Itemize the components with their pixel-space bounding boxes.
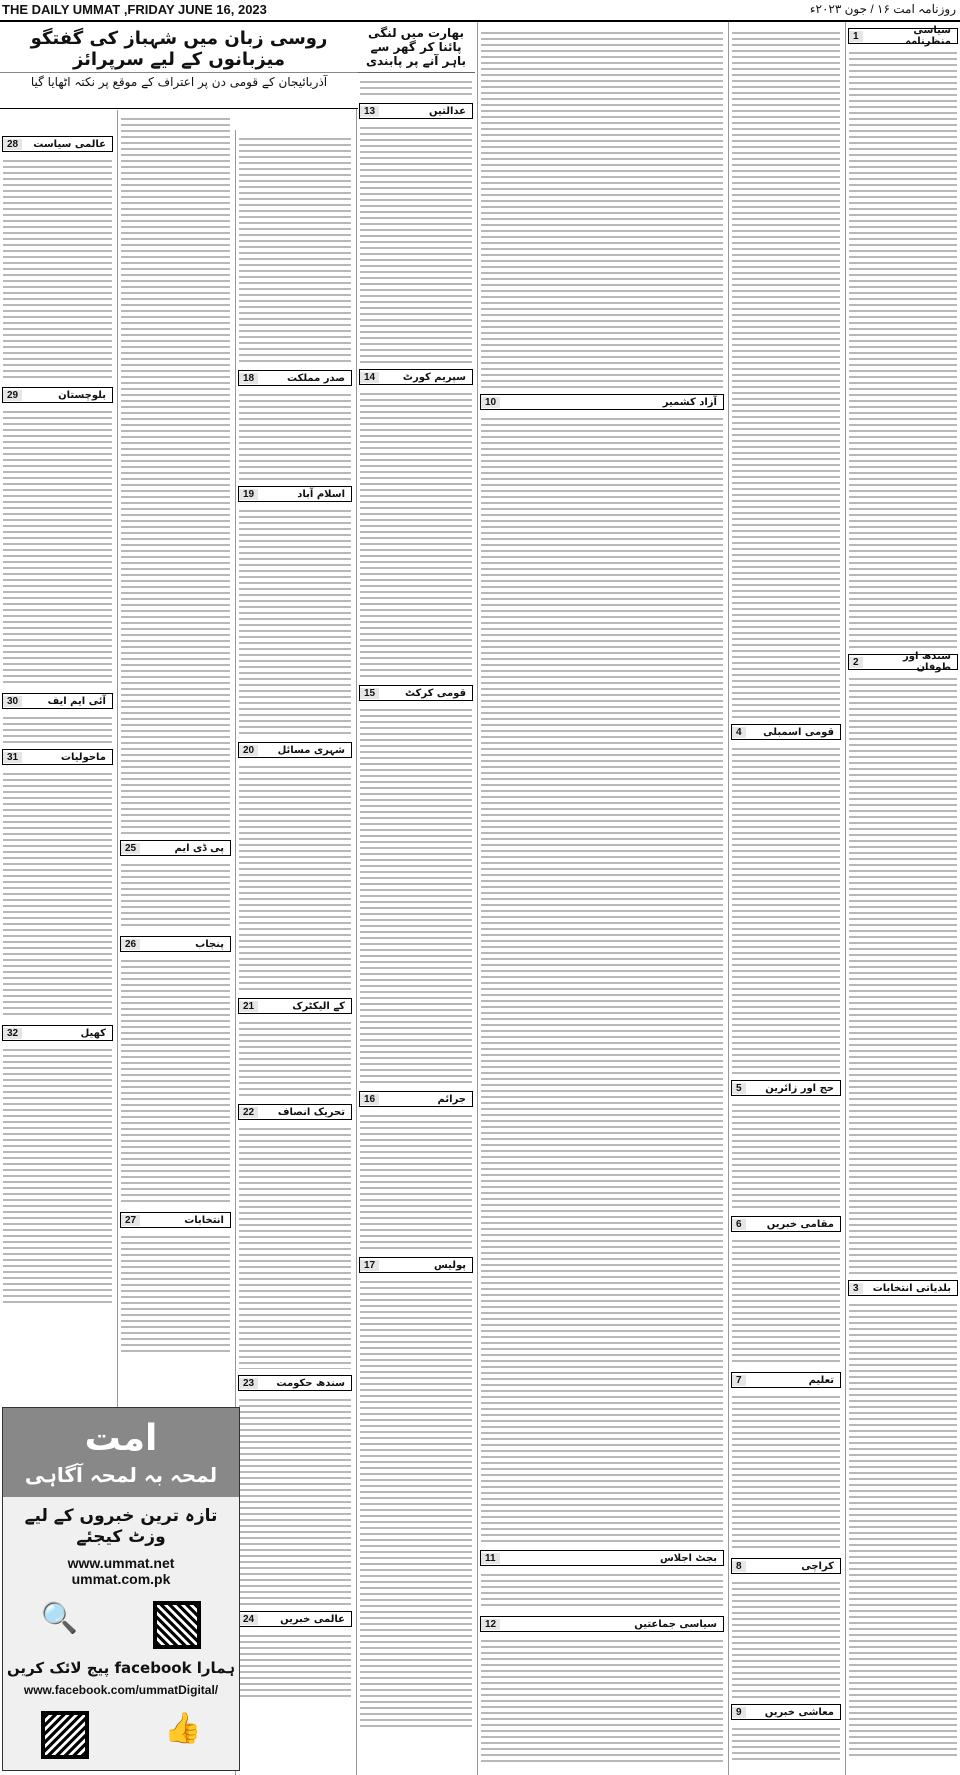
section-header: سیاسی جماعتیں 12	[480, 1616, 724, 1632]
masthead-urdu: روزنامہ امت ۱۶ / جون ۲۰۲۳ء	[809, 2, 956, 16]
text-block	[239, 1631, 351, 1701]
section-header: عدالتیں 13	[359, 103, 473, 119]
section-header: ماحولیات 31	[2, 749, 113, 765]
section-header: قومی اسمبلی 4	[731, 724, 841, 740]
text-block	[360, 123, 472, 363]
section-header: پنجاب 26	[120, 936, 231, 952]
text-block	[849, 674, 957, 1274]
magnifier-icon: 🔍	[40, 1601, 79, 1636]
section-header: سپریم کورٹ 14	[359, 369, 473, 385]
section-header: کراچی 8	[731, 1558, 841, 1574]
newspaper-page	[0, 22, 960, 1775]
thumbs-up-icon: 👍	[163, 1711, 202, 1746]
text-block	[239, 1395, 351, 1605]
text-block	[239, 1124, 351, 1369]
column-4	[356, 22, 475, 1775]
section-header: بلوچستان 29	[2, 387, 113, 403]
text-block	[3, 713, 112, 743]
text-block	[732, 1392, 840, 1552]
text-block	[360, 389, 472, 679]
text-block	[732, 1578, 840, 1698]
section-header: پولیس 17	[359, 1257, 473, 1273]
section-header: جرائم 16	[359, 1091, 473, 1107]
text-block	[732, 744, 840, 1074]
section-header: اسلام آباد 19	[238, 486, 352, 502]
text-block	[481, 28, 723, 388]
ad-url-2[interactable]: ummat.com.pk	[71, 1571, 171, 1587]
section-header: کے الیکٹرک 21	[238, 998, 352, 1014]
text-block	[732, 1724, 840, 1764]
ad-cta: تازہ ترین خبروں کے لیے وزٹ کیجئے	[24, 1506, 218, 1547]
text-block	[732, 1100, 840, 1210]
text-block	[360, 1111, 472, 1251]
text-block	[849, 48, 957, 648]
column-2	[728, 22, 843, 1775]
section-header: آزاد کشمیر 10	[480, 394, 724, 410]
section-header: کھیل 32	[2, 1025, 113, 1041]
masthead	[0, 0, 960, 22]
text-block	[121, 1232, 230, 1352]
headline-main: روسی زبان میں شہباز کی گفتگو میزبانوں کے لیے سرپرائز	[30, 28, 328, 70]
section-header: حج اور زائرین 5	[731, 1080, 841, 1096]
ad-facebook-cta: ہمارا facebook پیج لائک کریں	[6, 1659, 236, 1677]
text-block	[3, 407, 112, 687]
text-block	[121, 956, 230, 1206]
section-header: قومی کرکٹ 15	[359, 685, 473, 701]
text-block	[849, 1300, 957, 1760]
section-header: آئی ایم ایف 30	[2, 693, 113, 709]
section-header: سیاسی منظرنامہ 1	[848, 28, 958, 44]
text-block	[3, 1045, 112, 1305]
text-block	[239, 762, 351, 992]
text-block	[121, 860, 230, 930]
section-header: مقامی خبریں 6	[731, 1216, 841, 1232]
text-block	[481, 414, 723, 1544]
ad-brand: امت	[3, 1408, 239, 1463]
qr-code-icon	[41, 1711, 89, 1759]
text-block	[239, 390, 351, 480]
text-block	[481, 1636, 723, 1766]
ad-facebook-url[interactable]: www.facebook.com/ummatDigital/	[23, 1683, 219, 1697]
section-header: بلدیاتی انتخابات 3	[848, 1280, 958, 1296]
section-header: عالمی سیاست 28	[2, 136, 113, 152]
ad-tagline: لمحہ بہ لمحہ آگاہی	[3, 1463, 239, 1497]
column-5	[235, 130, 354, 1775]
column-7	[0, 130, 115, 1385]
column-3	[477, 22, 726, 1775]
ad-icons	[3, 1601, 239, 1649]
top-headline-box	[0, 22, 358, 109]
text-block	[732, 28, 840, 718]
text-block	[239, 134, 351, 364]
section-header: سندھ اور طوفان 2	[848, 654, 958, 670]
ad-url-1[interactable]: www.ummat.net	[67, 1555, 175, 1571]
ad-bottom-icons	[3, 1711, 239, 1759]
section-header: معاشی خبریں 9	[731, 1704, 841, 1720]
section-header: شہری مسائل 20	[238, 742, 352, 758]
section-header: تحریک انصاف 22	[238, 1104, 352, 1120]
section-header: صدر مملکت 18	[238, 370, 352, 386]
text-block	[360, 77, 472, 97]
headline: بھارت میں لنگی پائنا کر گھر سے باہر آنے پر پابندی	[357, 22, 475, 73]
column-1	[845, 22, 960, 1775]
text-block	[3, 769, 112, 1019]
section-header: عالمی خبریں 24	[238, 1611, 352, 1627]
text-block	[239, 1018, 351, 1098]
text-block	[3, 156, 112, 381]
text-block	[239, 506, 351, 736]
section-header: تعلیم 7	[731, 1372, 841, 1388]
section-header: بجٹ اجلاس 11	[480, 1550, 724, 1566]
section-header: پی ڈی ایم 25	[120, 840, 231, 856]
headline-sub: آذربائیجان کے قومی دن پر اعتراف کے موقع پر نکتہ اٹھایا گیا	[0, 72, 358, 91]
text-block	[121, 114, 230, 834]
text-block	[360, 705, 472, 1085]
qr-code-icon	[153, 1601, 201, 1649]
masthead-english: THE DAILY UMMAT ,FRIDAY JUNE 16, 2023	[2, 2, 267, 17]
text-block	[481, 1570, 723, 1610]
text-block	[360, 1277, 472, 1727]
section-header: سندھ حکومت 23	[238, 1375, 352, 1391]
ummat-advertisement[interactable]	[2, 1407, 240, 1771]
text-block	[732, 1236, 840, 1366]
section-header: انتخابات 27	[120, 1212, 231, 1228]
column-6	[117, 110, 233, 1410]
